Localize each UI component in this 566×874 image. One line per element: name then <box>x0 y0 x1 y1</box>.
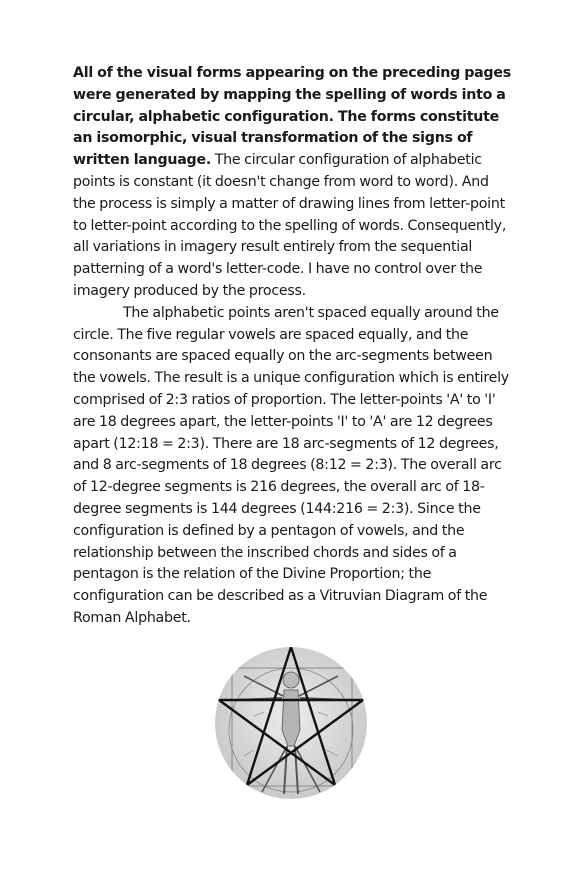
body-text <box>73 63 513 630</box>
lead-sentence: All of the visual forms appearing on the preceding pages were generated by mapping the spelling of words into a circular, alphabetic configuration. The forms constitute an isomorphic, visual transformation of the signs of written language. <box>73 65 511 169</box>
paragraph-1 <box>73 63 513 303</box>
paragraph-2: The alphabetic points aren't spaced equally around the circle. The five regular vowels are spaced equally, and the consonants are spaced equally on the arc-segments between the vowels. The result is a unique configuration which is entirely comprised of 2:3 ratios of proportion. The letter-points 'A' to 'I' are 18 degrees apart, the letter-points 'I' to 'A' are 12 degrees apart (12:18 = 2:3). There are 18 arc-segments of 12 degrees, and 8 arc-segments of 18 degrees (8:12 = 2:3). The overall arc of 12-degree segments is 216 degrees, the overall arc of 18-degree segments is 144 degrees (144:216 = 2:3). Since the configuration is defined by a pentagon of vowels, and the relationship between the inscribed chords and sides of a pentagon is the relation of the Divine Proportion; the configuration can be described as a Vitruvian Diagram of the Roman Alphabet. <box>73 304 509 626</box>
paragraph-1-body: The circular configuration of alphabetic points is constant (it doesn't change from word to word). And the process is simply a matter of drawing lines from letter-point to letter-point according to the spelling of words. Consequently, all variations in imagery result entirely from the sequential patterning of a word's letter-code. I have no control over the imagery produced by the process. <box>73 152 507 299</box>
vitruvian-man-pentagram-icon <box>214 646 368 800</box>
vitruvian-diagram-svg <box>214 646 368 800</box>
